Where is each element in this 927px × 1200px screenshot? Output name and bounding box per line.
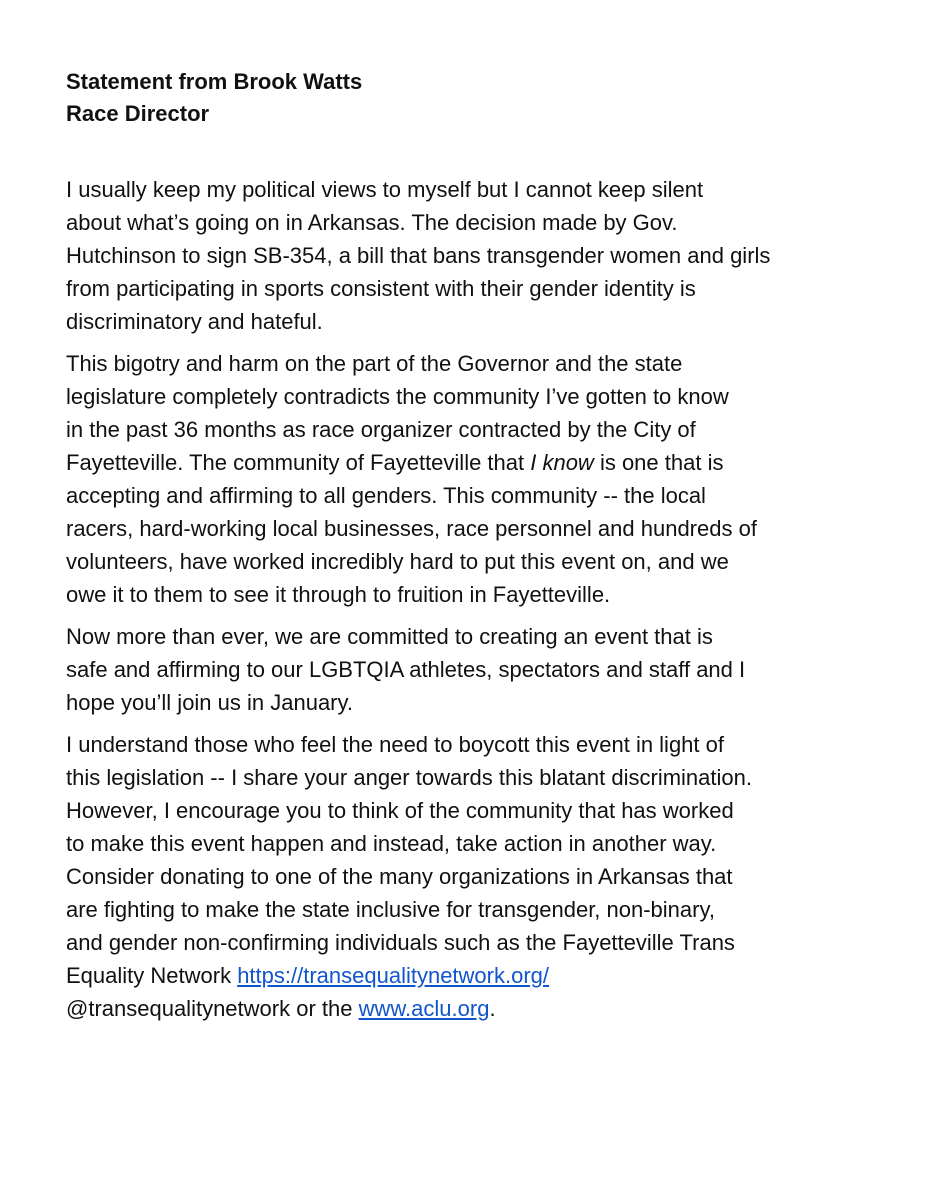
text-segment: Fayetteville. The community of Fayetteville that [66,450,531,475]
statement-title: Statement from Brook Watts [66,69,363,94]
paragraph-line: about what’s going on in Arkansas. The decision made by Gov. [66,210,678,235]
paragraph-line: legislature completely contradicts the community I’ve gotten to know [66,384,729,409]
document-page [66,66,866,1034]
paragraph-line: volunteers, have worked incredibly hard to put this event on, and we [66,549,729,574]
text-segment: Equality Network [66,963,238,988]
paragraph-line [66,992,866,1025]
paragraph-line: This bigotry and harm on the part of the Governor and the state [66,351,683,376]
paragraph-line: Hutchinson to sign SB-354, a bill that bans transgender women and girls [66,243,771,268]
paragraph-line: racers, hard-working local businesses, race personnel and hundreds of [66,516,757,541]
paragraph-line: hope you’ll join us in January. [66,690,353,715]
paragraph-line: accepting and affirming to all genders. This community -- the local [66,483,706,508]
author-role: Race Director [66,101,210,126]
paragraph-2 [66,347,866,611]
paragraph-line: Now more than ever, we are committed to creating an event that is [66,624,713,649]
paragraph-line: However, I encourage you to think of the community that has worked [66,798,734,823]
paragraph-line: discriminatory and hateful. [66,309,323,334]
text-segment: is one that is [593,450,724,475]
paragraph-line: I understand those who feel the need to boycott this event in light of [66,732,724,757]
text-segment: . [489,996,496,1021]
paragraph-line [66,446,866,479]
paragraph-line: are fighting to make the state inclusive for transgender, non-binary, [66,897,715,922]
aclu-link[interactable]: www.aclu.org [358,996,490,1021]
paragraph-1 [66,173,866,338]
paragraph-line: this legislation -- I share your anger towards this blatant discrimination. [66,765,752,790]
paragraph-line: owe it to them to see it through to fruition in Fayetteville. [66,582,611,607]
paragraph-line: and gender non-confirming individuals such as the Fayetteville Trans [66,930,735,955]
paragraph-line: from participating in sports consistent with their gender identity is [66,276,696,301]
paragraph-3 [66,620,866,719]
paragraph-line [66,959,866,992]
paragraph-line: Consider donating to one of the many organizations in Arkansas that [66,864,733,889]
paragraph-line: in the past 36 months as race organizer contracted by the City of [66,417,696,442]
paragraph-line: safe and affirming to our LGBTQIA athletes, spectators and staff and I [66,657,746,682]
statement-header [66,66,866,130]
paragraph-4 [66,728,866,1025]
paragraph-line: I usually keep my political views to myself but I cannot keep silent [66,177,704,202]
text-segment: @transequalitynetwork or the [66,996,359,1021]
emphasis-i-know: I know [530,450,594,475]
paragraph-line: to make this event happen and instead, take action in another way. [66,831,717,856]
transequality-network-link[interactable]: https://transequalitynetwork.org/ [237,963,550,988]
